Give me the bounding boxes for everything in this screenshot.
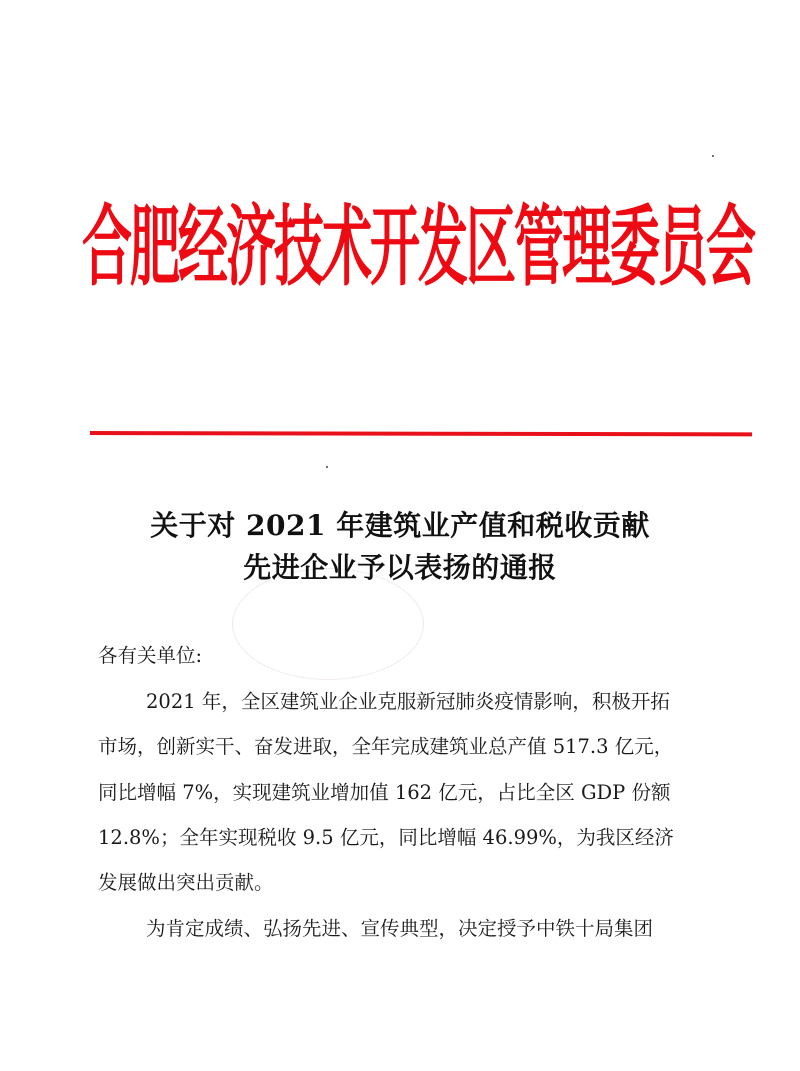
paragraph-line: 发展做出突出贡献。 (98, 871, 274, 894)
paragraph-line: 12.8%；全年实现税收 9.5 亿元，同比增幅 46.99%，为我区经济 (98, 826, 674, 849)
red-header-rule (90, 431, 752, 436)
paragraph-line: 2021 年，全区建筑业企业克服新冠肺炎疫情影响，积极开拓 (146, 690, 670, 713)
paragraph-line: 同比增幅 7%，实现建筑业增加值 162 亿元，占比全区 GDP 份额 (98, 781, 671, 804)
document-title-line-2: 先进企业予以表扬的通报 (243, 551, 557, 584)
paragraph-line: 市场，创新实干、奋发进取，全年完成建筑业总产值 517.3 亿元， (98, 735, 674, 758)
paragraph-line: 为肯定成绩、弘扬先进、宣传典型，决定授予中铁十局集团 (146, 917, 654, 940)
scan-speck (326, 466, 328, 468)
document-title-line-1: 关于对 2021 年建筑业产值和税收贡献 (150, 509, 650, 542)
salutation: 各有关单位: (98, 644, 203, 667)
issuer-masthead: 合肥经济技术开发区管理委员会 (82, 194, 754, 298)
